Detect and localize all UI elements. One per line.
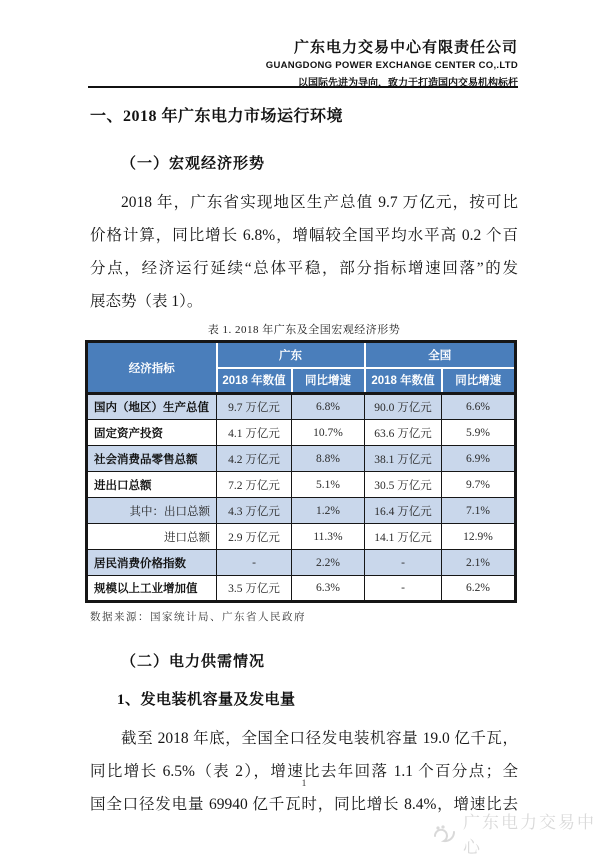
document-content	[90, 103, 518, 821]
table-row	[87, 394, 516, 420]
table-cell: 6.2%	[442, 576, 516, 602]
table-cell: 63.6 万亿元	[365, 420, 442, 446]
table-cell: 2.1%	[442, 550, 516, 576]
table-cell: 9.7 万亿元	[217, 394, 292, 420]
table-cell: 14.1 万亿元	[365, 524, 442, 550]
paragraph-line: 截至 2018 年底，全国全口径发电装机容量 19.0 亿千瓦，	[121, 730, 518, 747]
row-label: 进口总额	[87, 524, 217, 550]
table-cell: -	[365, 576, 442, 602]
table-cell: 6.6%	[442, 394, 516, 420]
paragraph-line: 国全口径发电量 69940 亿千瓦时，同比增长 8.4%，增速比去	[90, 796, 518, 813]
table-row	[87, 524, 516, 550]
table-subheader-cn-value: 2018 年数值	[365, 368, 442, 394]
row-label: 社会消费品零售总额	[87, 446, 217, 472]
table-cell: 4.3 万亿元	[217, 498, 292, 524]
table-group-header-guangdong: 广东	[217, 342, 365, 368]
paragraph-macro-economy	[90, 186, 518, 318]
table-cell: 5.1%	[292, 472, 365, 498]
table-row	[87, 576, 516, 602]
table-cell: 38.1 万亿元	[365, 446, 442, 472]
table-cell: 30.5 万亿元	[365, 472, 442, 498]
table-cell: 4.2 万亿元	[217, 446, 292, 472]
table-cell: 11.3%	[292, 524, 365, 550]
table-cell: 2.2%	[292, 550, 365, 576]
subsection-heading-power-supply: （二）电力供需情况	[121, 654, 266, 670]
item-heading-generation-capacity: 1、发电装机容量及发电量	[117, 692, 296, 708]
table-row	[87, 498, 516, 524]
table-group-header-national: 全国	[365, 342, 516, 368]
company-tagline: 以国际先进为导向，致力于打造国内交易机构标杆	[298, 78, 518, 89]
row-label: 居民消费价格指数	[87, 550, 217, 576]
watermark-label: 广东电力交易中心	[463, 813, 596, 857]
table-row	[87, 446, 516, 472]
letterhead	[266, 36, 518, 89]
company-name-en: GUANGDONG POWER EXCHANGE CENTER CO,.LTD	[265, 60, 518, 71]
table-cell: 8.8%	[292, 446, 365, 472]
paragraph-generation-capacity	[90, 722, 518, 821]
macro-economy-table	[85, 340, 517, 603]
table-subheader-cn-growth: 同比增速	[442, 368, 516, 394]
paragraph-line: 价格计算，同比增长 6.8%，增幅较全国平均水平高 0.2 个百	[90, 227, 518, 244]
row-label: 进出口总额	[87, 472, 217, 498]
data-source-note: 数据来源：国家统计局、广东省人民政府	[90, 612, 306, 623]
table-row	[87, 550, 516, 576]
paragraph-line: 同比增长 6.5%（表 2），增速比去年回落 1.1 个百分点；全	[90, 763, 518, 780]
table-cell: -	[365, 550, 442, 576]
table-row	[87, 472, 516, 498]
row-label: 其中：出口总额	[87, 498, 217, 524]
watermark	[432, 808, 600, 858]
table-cell: 4.1 万亿元	[217, 420, 292, 446]
table-cell: 6.3%	[292, 576, 365, 602]
letterhead-divider	[88, 86, 518, 88]
table-cell: 12.9%	[442, 524, 516, 550]
row-label: 规模以上工业增加值	[87, 576, 217, 602]
table-cell: 3.5 万亿元	[217, 576, 292, 602]
subsection-heading-macro-economy: （一）宏观经济形势	[121, 156, 266, 172]
table-cell: 1.2%	[292, 498, 365, 524]
company-name-cn: 广东电力交易中心有限责任公司	[293, 39, 518, 56]
paragraph-line: 分点，经济运行延续“总体平稳，部分指标增速回落”的发	[90, 260, 518, 277]
paragraph-line: 展态势（表 1）。	[90, 293, 203, 310]
row-label: 固定资产投资	[87, 420, 217, 446]
table-cell: 2.9 万亿元	[217, 524, 292, 550]
table-cell: 90.0 万亿元	[365, 394, 442, 420]
table-row	[87, 420, 516, 446]
section-heading: 一、2018 年广东电力市场运行环境	[90, 108, 344, 125]
table-cell: 9.7%	[442, 472, 516, 498]
table-cell: 7.1%	[442, 498, 516, 524]
table-cell: 5.9%	[442, 420, 516, 446]
table-caption: 表 1. 2018 年广东及全国宏观经济形势	[207, 324, 401, 336]
table-subheader-gd-value: 2018 年数值	[217, 368, 292, 394]
page-number: 1	[301, 779, 307, 789]
table-cell: 6.9%	[442, 446, 516, 472]
paragraph-line: 2018 年，广东省实现地区生产总值 9.7 万亿元，按可比	[121, 194, 518, 211]
gpec-logo-icon	[432, 823, 458, 843]
table-cell: 16.4 万亿元	[365, 498, 442, 524]
table-cell: 6.8%	[292, 394, 365, 420]
table-cell: 7.2 万亿元	[217, 472, 292, 498]
row-label: 国内（地区）生产总值	[87, 394, 217, 420]
table-cell: 10.7%	[292, 420, 365, 446]
table-cell: -	[217, 550, 292, 576]
table-corner-header: 经济指标	[87, 342, 217, 394]
table-subheader-gd-growth: 同比增速	[292, 368, 365, 394]
